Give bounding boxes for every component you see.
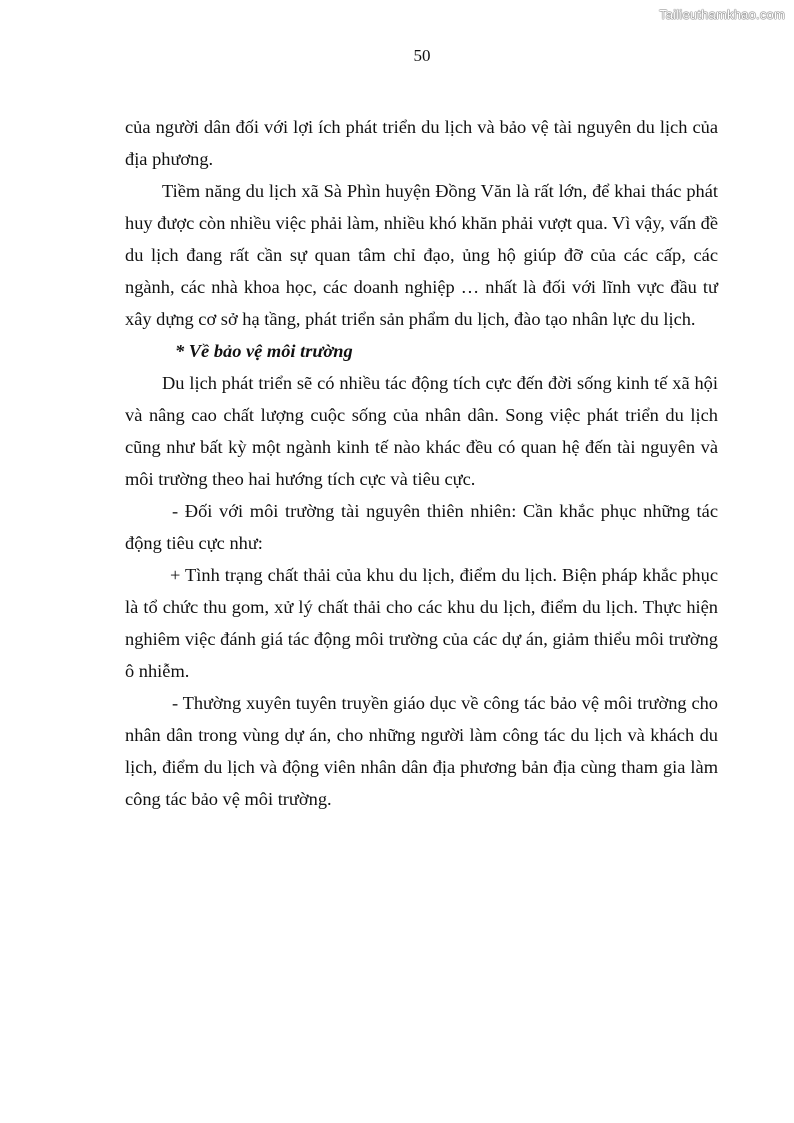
paragraph-tourism-impact: Du lịch phát triển sẽ có nhiều tác động tích cực đến đời sống kinh tế xã hội và nâng cao chất lượng cuộc sống của nhân dân. Song việc phát triển du lịch cũng như bất kỳ một ngành kinh tế nào khác đều có quan hệ đến tài nguyên và môi trường theo hai hướng tích cực và tiêu cực. (125, 373, 718, 489)
watermark-text: Tailieuthamkhao.com (659, 7, 785, 22)
section-heading-environment: * Về bảo vệ môi trường (175, 341, 353, 361)
page-number: 50 (413, 46, 431, 65)
paragraph-education: - Thường xuyên tuyên truyền giáo dục về công tác bảo vệ môi trường cho nhân dân trong vùng dự án, cho những người làm công tác du lịch và khách du lịch, điểm du lịch và động viên nhân dân địa phương bản địa cùng tham gia làm công tác bảo vệ môi trường. (125, 693, 718, 809)
paragraph-tourism-potential: Tiềm năng du lịch xã Sà Phìn huyện Đồng Văn là rất lớn, để khai thác phát huy được còn nhiều việc phải làm, nhiều khó khăn phải vượt qua. Vì vậy, vấn đề du lịch đang rất cần sự quan tâm chỉ đạo, ủng hộ giúp đỡ của các cấp, các ngành, các nhà khoa học, các doanh nghiệp … nhất là đối với lĩnh vực đầu tư xây dựng cơ sở hạ tầng, phát triển sản phẩm du lịch, đào tạo nhân lực du lịch. (125, 181, 719, 329)
document-body (125, 111, 718, 815)
paragraph-natural-resources: - Đối với môi trường tài nguyên thiên nhiên: Cần khắc phục những tác động tiêu cực như: (125, 501, 718, 553)
paragraph-waste-treatment: + Tình trạng chất thải của khu du lịch, điểm du lịch. Biện pháp khắc phục là tổ chức thu gom, xử lý chất thải cho các khu du lịch, điểm du lịch. Thực hiện nghiêm việc đánh giá tác động môi trường của các dự án, giảm thiểu môi trường ô nhiễm. (125, 565, 718, 681)
paragraph-continuation: của người dân đối với lợi ích phát triển du lịch và bảo vệ tài nguyên du lịch của địa phương. (125, 117, 718, 169)
